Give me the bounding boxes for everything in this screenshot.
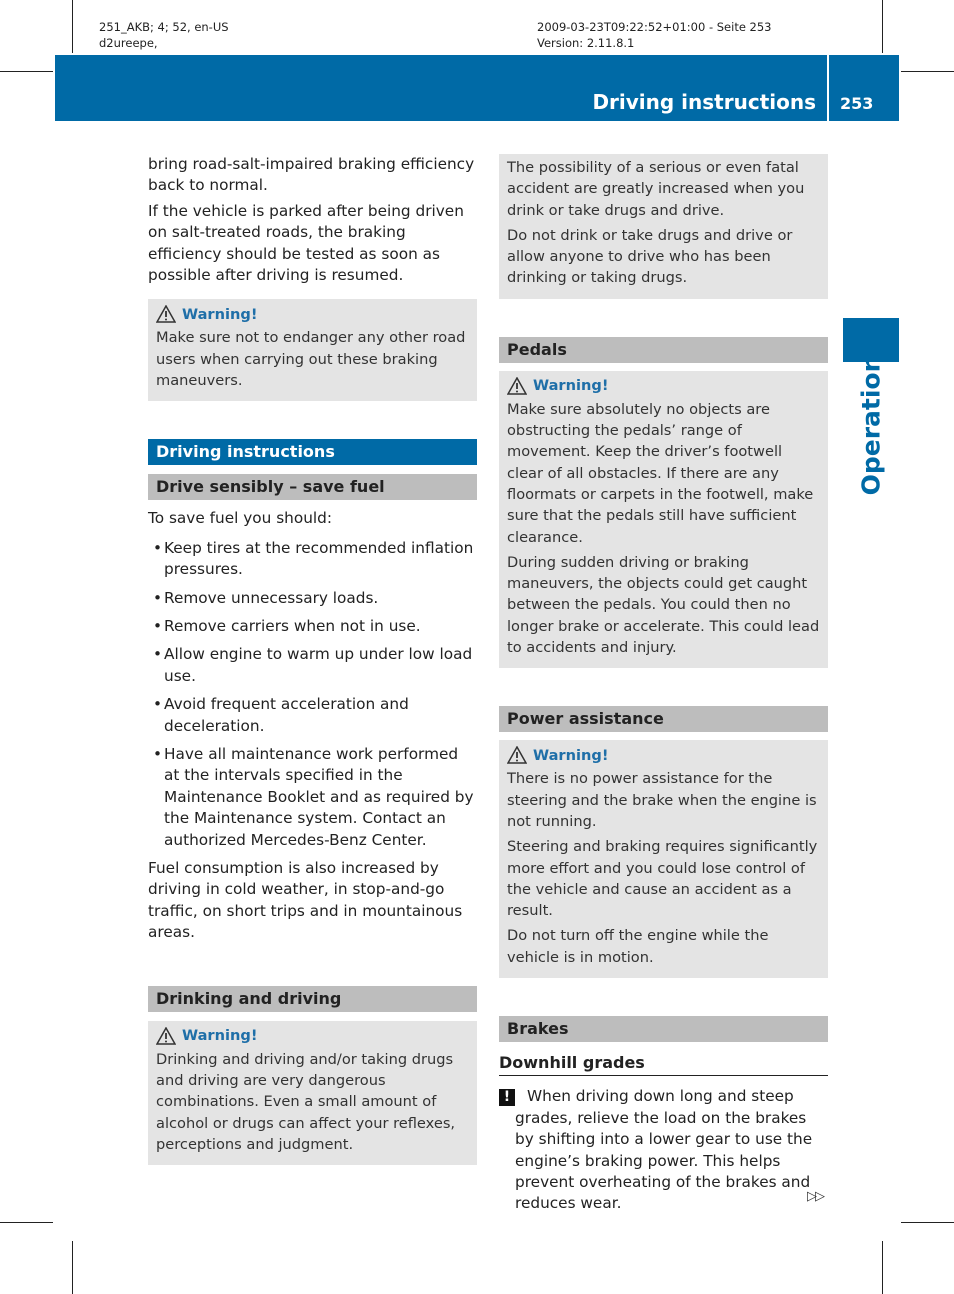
page-number: 253 (840, 94, 874, 113)
warning-box (499, 740, 828, 978)
crop-mark (0, 1222, 53, 1223)
sub-subsection-heading: Downhill grades (499, 1052, 828, 1076)
running-header-title: Driving instructions (592, 90, 816, 114)
warning-box (148, 299, 477, 401)
warning-header (156, 303, 469, 325)
header-divider (827, 55, 829, 121)
warning-box (148, 1021, 477, 1165)
warning-label: Warning! (533, 377, 609, 395)
list-item: • Keep tires at the recommended inflation pressures. (148, 538, 477, 581)
subsection-heading: Brakes (499, 1016, 828, 1042)
warning-triangle-icon (156, 305, 176, 323)
section-heading: Driving instructions (148, 439, 477, 465)
meta-line: d2ureepe, (99, 36, 158, 50)
warning-text: Make sure not to endanger any other road users when carrying out these braking maneuvers. (156, 329, 466, 390)
warning-label: Warning! (182, 305, 258, 323)
meta-line: Version: 2.11.8.1 (537, 36, 635, 50)
warning-triangle-icon (156, 1027, 176, 1045)
warning-text: Make sure absolutely no objects are obstructing the pedals’ range of movement. Keep the driver’s footwell clear of all obstacles. If there are any floormats or carpets in the footwell, make sure that the pedals still have sufficient clearance. (507, 400, 814, 546)
exclamation-icon: ! (499, 1089, 515, 1106)
warning-triangle-icon (507, 746, 527, 764)
crop-mark (882, 0, 883, 53)
warning-triangle-icon (507, 377, 527, 395)
crop-mark (901, 71, 954, 72)
list-item: • Remove unnecessary loads. (148, 588, 477, 609)
paragraph: If the vehicle is parked after being driven on salt-treated roads, the braking efficiency should be tested as soon as possible after driving is resumed. (148, 201, 464, 285)
warning-text: During sudden driving or braking maneuvers, the objects could get caught between the pedals. You could then no longer brake or accelerate. This could lead to accidents and injury. (507, 553, 820, 657)
right-column (499, 154, 828, 1215)
warning-box (499, 371, 828, 669)
warning-text: Do not drink or take drugs and drive or allow anyone to drive who has been drinking or taking drugs. (507, 226, 793, 287)
subsection-heading: Drinking and driving (148, 986, 477, 1012)
note-text: When driving down long and steep grades, relieve the load on the brakes by shifting into a lower gear to use the engine’s braking power. This helps prevent overheating of the brakes and reduces wear. (515, 1087, 813, 1213)
warning-box-continued (499, 154, 828, 299)
meta-line: 2009-03-23T09:22:52+01:00 - Seite 253 (537, 20, 772, 34)
subsection-heading: Drive sensibly – save fuel (148, 474, 477, 500)
warning-label: Warning! (182, 1026, 258, 1044)
warning-header (507, 375, 820, 397)
meta-line: 251_AKB; 4; 52, en-US (99, 20, 229, 34)
tips-list (148, 538, 477, 851)
crop-mark (0, 71, 53, 72)
crop-mark (72, 1241, 73, 1294)
subsection-heading: Power assistance (499, 706, 828, 732)
list-item: • Have all maintenance work performed at the intervals specified in the Maintenance Booklet and as required by the Maintenance system. Contact an authorized Mercedes-Benz Center. (148, 744, 477, 851)
warning-text: Steering and braking requires significantly more effort and you could lose control of the vehicle and cause an accident as a result. (507, 838, 818, 920)
warning-label: Warning! (533, 746, 609, 764)
warning-text: There is no power assistance for the steering and the brake when the engine is not running. (507, 770, 817, 830)
chapter-tab-label: Operation (856, 354, 886, 496)
crop-mark (901, 1222, 954, 1223)
print-meta-right (537, 19, 772, 51)
print-meta-left (99, 19, 229, 51)
crop-mark (882, 1241, 883, 1294)
continue-arrows-icon: ▷▷ (807, 1189, 823, 1204)
paragraph: To save fuel you should: (148, 509, 333, 528)
paragraph: bring road-salt-impaired braking efficiency back to normal. (148, 155, 475, 195)
subsection-heading: Pedals (499, 337, 828, 363)
list-item: • Allow engine to warm up under low load use. (148, 644, 477, 687)
warning-text: Drinking and driving and/or taking drugs and driving are very dangerous combinations. Even a small amount of alcohol or drugs can affect your reflexes, perceptions and judgment. (156, 1050, 456, 1153)
warning-text: The possibility of a serious or even fatal accident are greatly increased when you drink or take drugs and drive. (507, 159, 805, 219)
left-column (148, 154, 477, 1165)
warning-text: Do not turn off the engine while the vehicle is in motion. (507, 927, 769, 966)
crop-mark (72, 0, 73, 53)
list-item: • Avoid frequent acceleration and deceleration. (148, 694, 477, 737)
paragraph: Fuel consumption is also increased by driving in cold weather, in stop-and-go traffic, on short trips and in mountainous areas. (148, 859, 463, 942)
warning-header (156, 1025, 469, 1047)
note-block (499, 1086, 828, 1214)
warning-header (507, 744, 820, 766)
list-item: • Remove carriers when not in use. (148, 616, 477, 637)
